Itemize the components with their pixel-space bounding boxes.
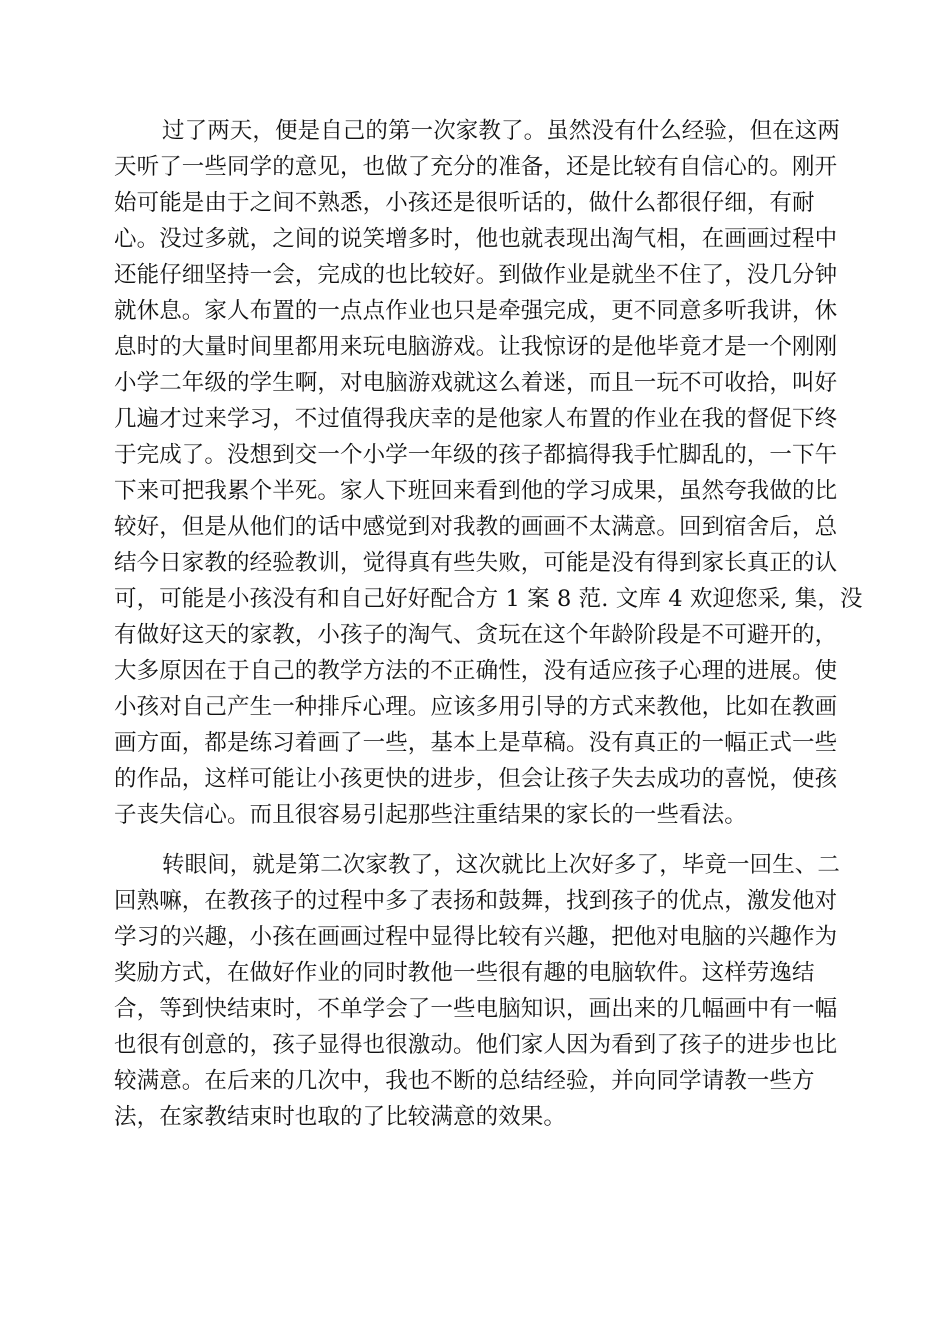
- text-line: 画方面，都是练习着画了一些，基本上是草稿。没有真正的一幅正式一些: [114, 730, 838, 756]
- text-line: 还能仔细坚持一会，完成的也比较好。到做作业是就坐不住了，没几分钟: [114, 262, 838, 288]
- text-line: 较满意。在后来的几次中，我也不断的总结经验，并向同学请教一些方: [114, 1068, 815, 1094]
- text-line: 几遍才过来学习，不过值得我庆幸的是他家人布置的作业在我的督促下终: [114, 406, 838, 432]
- text-line: 心。没过多就，之间的说笑增多时，他也就表现出淘气相，在画画过程中: [114, 226, 838, 252]
- text-line: 始可能是由于之间不熟悉，小孩还是很听话的，做什么都很仔细，有耐: [114, 190, 815, 216]
- text-line: 天听了一些同学的意见，也做了充分的准备，还是比较有自信心的。刚开: [114, 154, 838, 180]
- text-line: 回熟嘛，在教孩子的过程中多了表扬和鼓舞，找到孩子的优点，激发他对: [114, 888, 838, 914]
- text-line: 的作品，这样可能让小孩更快的进步，但会让孩子失去成功的喜悦，使孩: [114, 766, 838, 792]
- text-line: 小学二年级的学生啊，对电脑游戏就这么着迷，而且一玩不可收拾，叫好: [114, 370, 838, 396]
- text-line: 过了两天，便是自己的第一次家教了。虽然没有什么经验，但在这两: [162, 118, 841, 144]
- text-line: 可，可能是小孩没有和自己好好配合方 1 案 8 范. 文库 4 欢迎您采, 集，没: [114, 586, 863, 612]
- text-line: 学习的兴趣，小孩在画画过程中显得比较有兴趣，把他对电脑的兴趣作为: [114, 924, 838, 950]
- text-line: 小孩对自己产生一种排斥心理。应该多用引导的方式来教他，比如在教画: [114, 694, 838, 720]
- text-line: 就休息。家人布置的一点点作业也只是牵强完成，更不同意多听我讲，休: [114, 298, 838, 324]
- text-line: 也很有创意的，孩子显得也很激动。他们家人因为看到了孩子的进步也比: [114, 1032, 838, 1058]
- text-line: 结今日家教的经验教训，觉得真有些失败，可能是没有得到家长真正的认: [114, 550, 838, 576]
- paragraph-first-tutoring: [114, 113, 863, 833]
- text-line: 子丧失信心。而且很容易引起那些注重结果的家长的一些看法。: [114, 802, 747, 828]
- text-line: 大多原因在于自己的教学方法的不正确性，没有适应孩子心理的进展。使: [114, 658, 838, 684]
- text-line: 法，在家教结束时也取的了比较满意的效果。: [114, 1104, 567, 1130]
- text-line: 奖励方式，在做好作业的同时教他一些很有趣的电脑软件。这样劳逸结: [114, 960, 815, 986]
- paragraph-second-tutoring: [114, 847, 840, 1135]
- text-line: 于完成了。没想到交一个小学一年级的孩子都搞得我手忙脚乱的，一下午: [114, 442, 838, 468]
- text-line: 有做好这天的家教，小孩子的淘气、贪玩在这个年龄阶段是不可避开的，: [114, 622, 838, 648]
- text-line: 较好，但是从他们的话中感觉到对我教的画画不太满意。回到宿舍后，总: [114, 514, 838, 540]
- text-line: 合，等到快结束时，不单学会了一些电脑知识，画出来的几幅画中有一幅: [114, 996, 838, 1022]
- text-line: 下来可把我累个半死。家人下班回来看到他的学习成果，虽然夸我做的比: [114, 478, 838, 504]
- text-line: 息时的大量时间里都用来玩电脑游戏。让我惊讶的是他毕竟才是一个刚刚: [114, 334, 838, 360]
- text-line: 转眼间，就是第二次家教了，这次就比上次好多了，毕竟一回生、二: [162, 852, 841, 878]
